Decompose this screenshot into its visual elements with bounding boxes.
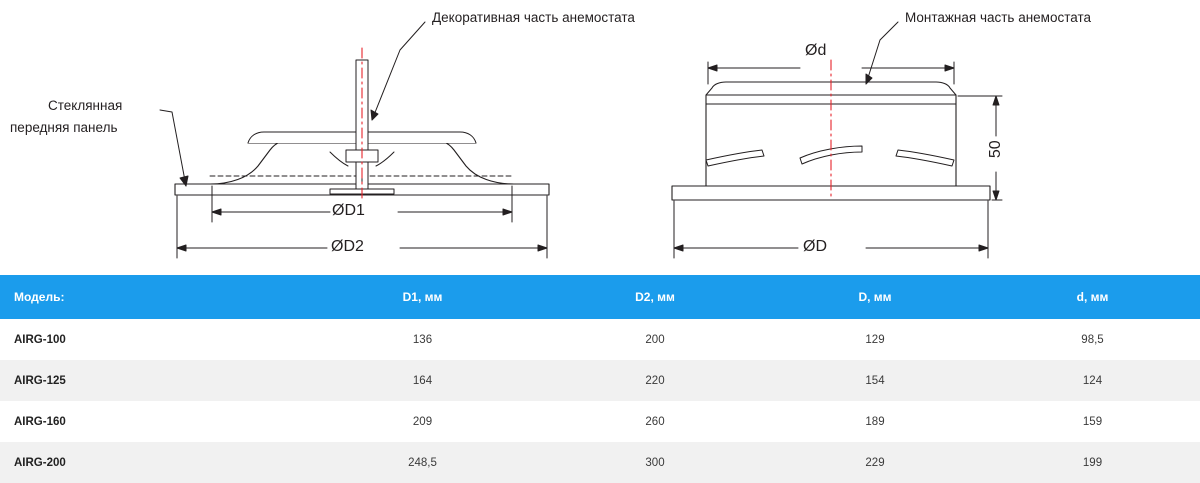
cell-d-small: 124 xyxy=(1082,374,1103,387)
leader-mounting xyxy=(866,22,898,84)
cell-d-big: 229 xyxy=(865,456,885,469)
cell-model: AIRG-100 xyxy=(14,333,66,346)
cell-d1: 248,5 xyxy=(408,456,437,469)
cell-d-big: 189 xyxy=(865,415,885,428)
th-d2: D2, мм xyxy=(545,275,765,319)
cell-d2: 220 xyxy=(645,374,665,387)
cell-model: AIRG-160 xyxy=(14,415,66,428)
callout-decorative-part: Декоративная часть анемостата xyxy=(432,10,635,25)
th-model: Модель: xyxy=(0,275,300,319)
table-row xyxy=(0,319,1200,360)
dim-d-big xyxy=(674,201,988,258)
table-body xyxy=(0,319,1200,483)
cell-d-small: 98,5 xyxy=(1081,333,1104,346)
cell-d2: 300 xyxy=(645,456,665,469)
dim-label-d-big: ØD xyxy=(803,238,827,255)
leader-decorative xyxy=(371,22,425,120)
callout-glass-panel-line1: Стеклянная xyxy=(48,98,123,113)
leader-glass-panel xyxy=(160,110,188,186)
table-row xyxy=(0,360,1200,401)
cell-d2: 200 xyxy=(645,333,665,346)
cell-d2: 260 xyxy=(645,415,665,428)
callout-mounting-part: Монтажная часть анемостата xyxy=(905,10,1092,25)
dim-label-d1: ØD1 xyxy=(332,202,365,219)
specification-table xyxy=(0,275,1200,483)
cell-d1: 136 xyxy=(412,333,433,346)
table-row xyxy=(0,442,1200,483)
cell-d-big: 129 xyxy=(865,333,885,346)
dim-label-d-small: Ød xyxy=(805,42,827,59)
table-row xyxy=(0,401,1200,442)
table-header xyxy=(0,275,1200,319)
cell-d1: 209 xyxy=(412,415,433,428)
cell-d-small: 159 xyxy=(1082,415,1103,428)
cell-d1: 164 xyxy=(412,374,433,387)
th-d1: D1, мм xyxy=(300,275,545,319)
th-d-big: D, мм xyxy=(765,275,985,319)
th-d-small: d, мм xyxy=(985,275,1200,319)
cell-d-big: 154 xyxy=(865,374,885,387)
dim-label-d2: ØD2 xyxy=(331,238,364,255)
callout-glass-panel-line2: передняя панель xyxy=(10,120,118,135)
cell-d-small: 199 xyxy=(1082,456,1103,469)
cell-model: AIRG-200 xyxy=(14,456,66,469)
table-header-row xyxy=(0,275,1200,319)
dim-label-height: 50 xyxy=(986,140,1004,159)
cell-model: AIRG-125 xyxy=(14,374,66,387)
